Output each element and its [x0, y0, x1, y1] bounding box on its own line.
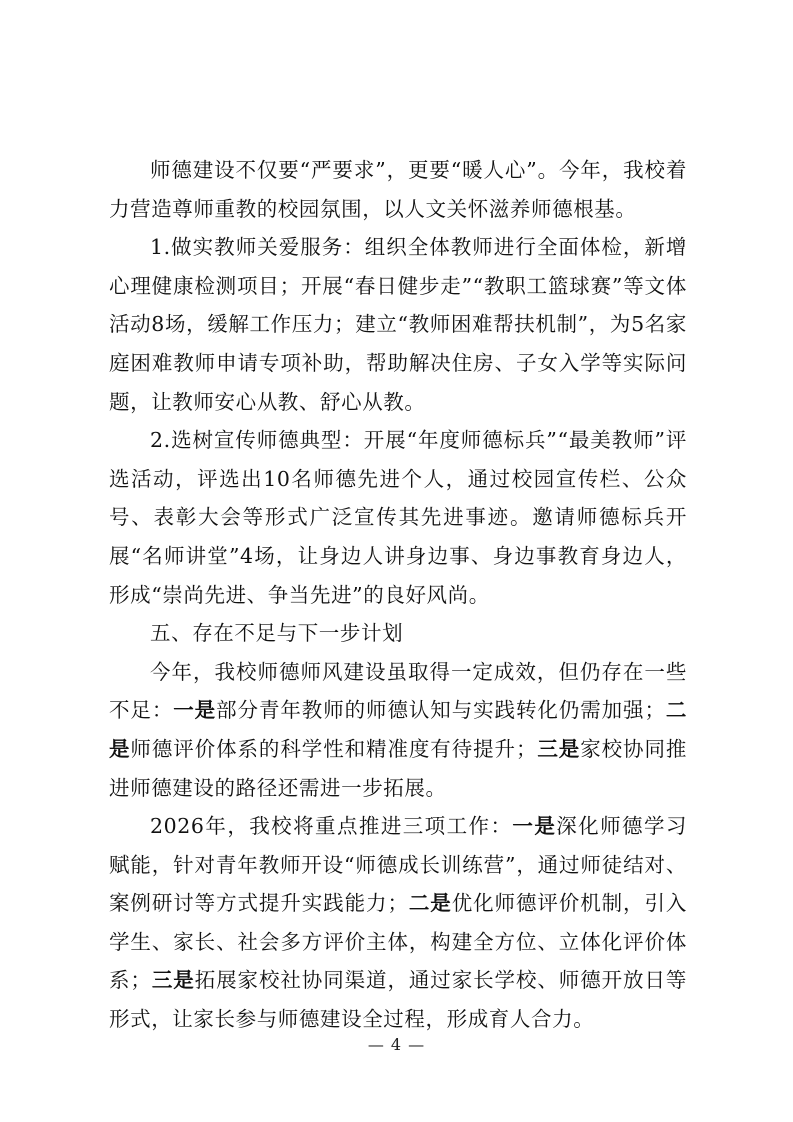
plan-point-3-text: 拓展家校社协同渠道，通过家长学校、师德开放日等形式，让家长参与师德建设全过程，形成育人合力。 [109, 968, 687, 1032]
shortcomings-point-1-key: 一是 [173, 698, 217, 723]
plan-point-1-key: 一是 [512, 814, 557, 839]
document-body [109, 151, 687, 1039]
plan-paragraph [109, 807, 687, 1039]
plan-point-1-text: 深化师德学习赋能，针对青年教师开设“师德成长训练营”，通过师徒结对、案例研讨等方式提升实践能力； [109, 814, 687, 916]
shortcomings-point-3-key: 三是 [537, 736, 581, 761]
intro-paragraph: 师德建设不仅要“严要求”，更要“暖人心”。今年，我校着力营造尊师重教的校园氛围，以人文关怀滋养师德根基。 [109, 158, 687, 221]
item-1-paragraph: 1.做实教师关爱服务：组织全体教师进行全面体检，新增心理健康检测项目；开展“春日健步走”“教职工篮球赛”等文体活动8场，缓解工作压力；建立“教师困难帮扶机制”，为5名家庭困难教师申请专项补助，帮助解决住房、子女入学等实际问题，让教师安心从教、舒心从教。 [109, 235, 687, 414]
shortcomings-paragraph [109, 653, 687, 807]
shortcomings-point-3-text: 家校协同推进师德建设的路径还需进一步拓展。 [109, 736, 687, 800]
plan-point-2-text: 优化师德评价机制，引入学生、家长、社会多方评价主体，构建全方位、立体化评价体系； [109, 891, 687, 993]
shortcomings-point-2-key: 二是 [109, 698, 687, 761]
section-heading: 五、存在不足与下一步计划 [150, 621, 404, 646]
plan-point-2-key: 二是 [408, 891, 452, 916]
shortcomings-point-1-text: 部分青年教师的师德认知与实践转化仍需加强； [216, 698, 666, 723]
shortcomings-point-2-text: 师德评价体系的科学性和精准度有待提升； [130, 736, 538, 761]
shortcomings-lead: 今年，我校师德师风建设虽取得一定成效，但仍存在一些不足： [109, 659, 687, 723]
item-2-paragraph: 2.选树宣传师德典型：开展“年度师德标兵”“最美教师”评选活动，评选出10名师德先进个人，通过校园宣传栏、公众号、表彰大会等形式广泛宣传其先进事迹。邀请师德标兵开展“名师讲堂”4场，让身边人讲身边事、身边事教育身边人，形成“崇尚先进、争当先进”的良好风尚。 [109, 428, 687, 607]
plan-point-3-key: 三是 [151, 968, 195, 993]
page-number: — 4 — [367, 1035, 426, 1054]
plan-lead: 2026年，我校将重点推进三项工作： [150, 814, 513, 839]
